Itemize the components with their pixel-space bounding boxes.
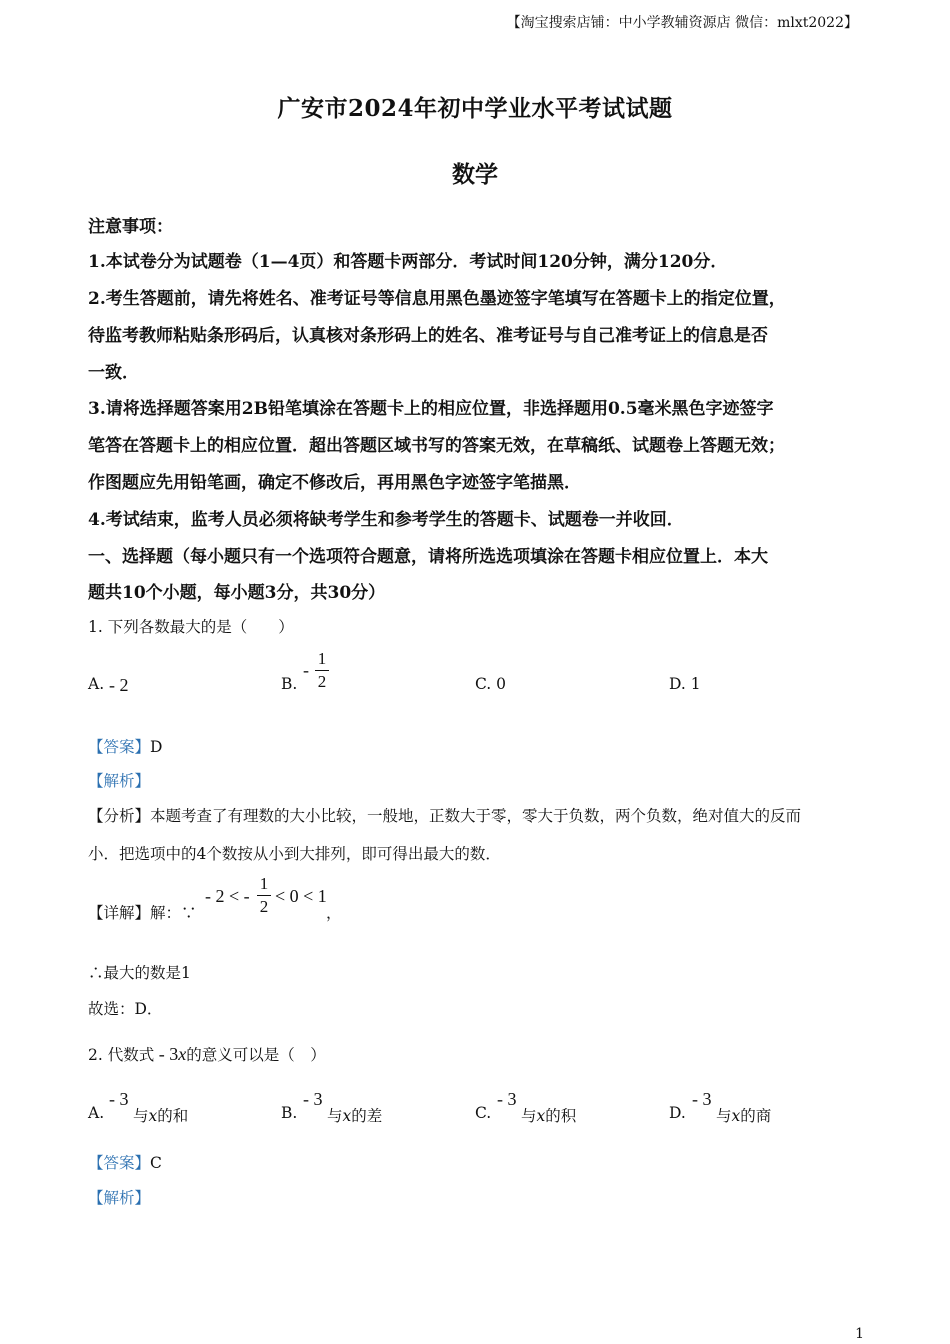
answer-tag: 【答案】: [88, 1154, 151, 1172]
q1-stem: 1. 下列各数最大的是（ ）: [88, 618, 294, 636]
q1-conclusion: ∴最大的数是1: [88, 964, 191, 982]
notice-line: 3.请将选择题答案用2B铅笔填涂在答题卡上的相应位置，非选择题用0.5毫米黑色字迹签字: [88, 399, 774, 419]
q2-stem: [88, 1043, 326, 1065]
detail-comma: ，: [326, 904, 342, 922]
option-var: x: [148, 1107, 158, 1125]
fraction-bar: [257, 895, 271, 896]
q2-option-b-label: B.: [281, 1104, 298, 1122]
fenxi-text: 本题考查了有理数的大小比较，一般地，正数大于零，零大于负数，两个负数，绝对值大的反而: [150, 807, 802, 825]
notice-line: 1.本试卷分为试题卷（1—4页）和答题卡两部分．考试时间120分钟，满分120分．: [88, 252, 728, 272]
option-var: x: [536, 1107, 546, 1125]
section-heading: 一、选择题（每小题只有一个选项符合题意，请将所选选项填涂在答题卡相应位置上．本大: [88, 547, 768, 567]
option-text-post: 的积: [545, 1107, 577, 1125]
option-text-pre: 与: [521, 1107, 537, 1125]
q1-answer: [88, 735, 162, 757]
fraction-bar: [315, 670, 329, 671]
notice-line: 一致．: [88, 363, 139, 383]
detail-math-left: - 2 < -: [205, 886, 250, 906]
answer-tag: 【答案】: [88, 738, 151, 756]
detail-tag: 【详解】: [88, 904, 151, 922]
q2-option-d-text: [716, 1104, 771, 1126]
option-text-post: 的差: [351, 1107, 383, 1125]
option-text-post: 的商: [740, 1107, 772, 1125]
detail-prefix: 解：∵: [150, 904, 197, 922]
notice-line: 待监考教师粘贴条形码后，认真核对条形码上的姓名、准考证号与自己准考证上的信息是否: [88, 326, 768, 346]
answer-value: D: [150, 738, 163, 756]
option-var: x: [342, 1107, 352, 1125]
option-text-pre: 与: [716, 1107, 732, 1125]
fraction-numerator: 1: [259, 874, 269, 893]
page-title: 广安市2024年初中学业水平考试试题: [277, 95, 673, 122]
q2-stem-math: [154, 1044, 186, 1064]
q2-option-a-label: A.: [88, 1104, 105, 1122]
q2-stem-var: x: [178, 1044, 187, 1064]
header-note: 【淘宝搜索店铺：中小学教辅资源店 微信：mlxt2022】: [506, 15, 858, 31]
q2-option-c-value: - 3: [497, 1089, 517, 1109]
q2-answer: [88, 1151, 162, 1173]
q2-option-b-value: - 3: [303, 1089, 323, 1109]
option-var: x: [731, 1107, 741, 1125]
detail-math-right: < 0 < 1: [275, 886, 327, 906]
fraction-denominator: 2: [317, 672, 327, 691]
answer-value: C: [150, 1154, 162, 1172]
q1-fenxi: [88, 804, 801, 826]
option-text-pre: 与: [133, 1107, 149, 1125]
notice-line: 2.考生答题前，请先将姓名、准考证号等信息用黑色墨迹签字笔填写在答题卡上的指定位置，: [88, 289, 786, 309]
section-heading-cont: 题共10个小题，每小题3分，共30分）: [88, 583, 386, 603]
q1-option-a-value: - 2: [109, 675, 129, 695]
notice-line: 4.考试结束，监考人员必须将缺考学生和参考学生的答题卡、试题卷一并收回．: [88, 510, 684, 530]
q2-option-a-value: - 3: [109, 1089, 129, 1109]
notice-line: 笔答在答题卡上的相应位置．超出答题区域书写的答案无效，在草稿纸、试题卷上答题无效；: [88, 436, 785, 456]
page-number: 1: [855, 1326, 864, 1342]
q2-stem-prefix: 2. 代数式: [88, 1046, 155, 1064]
q2-stem-sign: - 3: [158, 1044, 179, 1064]
q2-option-c-text: [521, 1104, 576, 1126]
option-text-post: 的和: [157, 1107, 189, 1125]
q1-option-c: C. 0: [475, 675, 507, 693]
q1-choose: 故选：D．: [88, 1000, 163, 1018]
q1-option-b-fraction: [315, 650, 329, 691]
q2-analysis-tag: 【解析】: [88, 1189, 151, 1207]
fraction-denominator: 2: [259, 897, 269, 916]
q2-option-a-text: [133, 1104, 188, 1126]
q1-option-b-label: B.: [281, 675, 298, 693]
fraction-numerator: 1: [317, 649, 327, 668]
q2-option-b-text: [327, 1104, 382, 1126]
detail-fraction: [257, 875, 271, 916]
fenxi-tag: 【分析】: [88, 807, 151, 825]
q1-option-a-label: A.: [88, 675, 105, 693]
q2-option-c-label: C.: [475, 1104, 492, 1122]
q1-option-d: D. 1: [669, 675, 701, 693]
q2-stem-suffix: 的意义可以是（ ）: [186, 1046, 326, 1064]
notice-heading: 注意事项：: [88, 217, 173, 237]
q1-option-b-sign: -: [303, 660, 309, 680]
option-text-pre: 与: [327, 1107, 343, 1125]
q1-analysis-tag: 【解析】: [88, 772, 151, 790]
subject-title: 数学: [452, 161, 498, 188]
q1-detail: [88, 901, 197, 923]
q1-fenxi-cont: 小．把选项中的4个数按从小到大排列，即可得出最大的数．: [88, 845, 501, 863]
q2-option-d-value: - 3: [692, 1089, 712, 1109]
q2-option-d-label: D.: [669, 1104, 686, 1122]
notice-line: 作图题应先用铅笔画，确定不修改后，再用黑色字迹签字笔描黑．: [88, 473, 581, 493]
